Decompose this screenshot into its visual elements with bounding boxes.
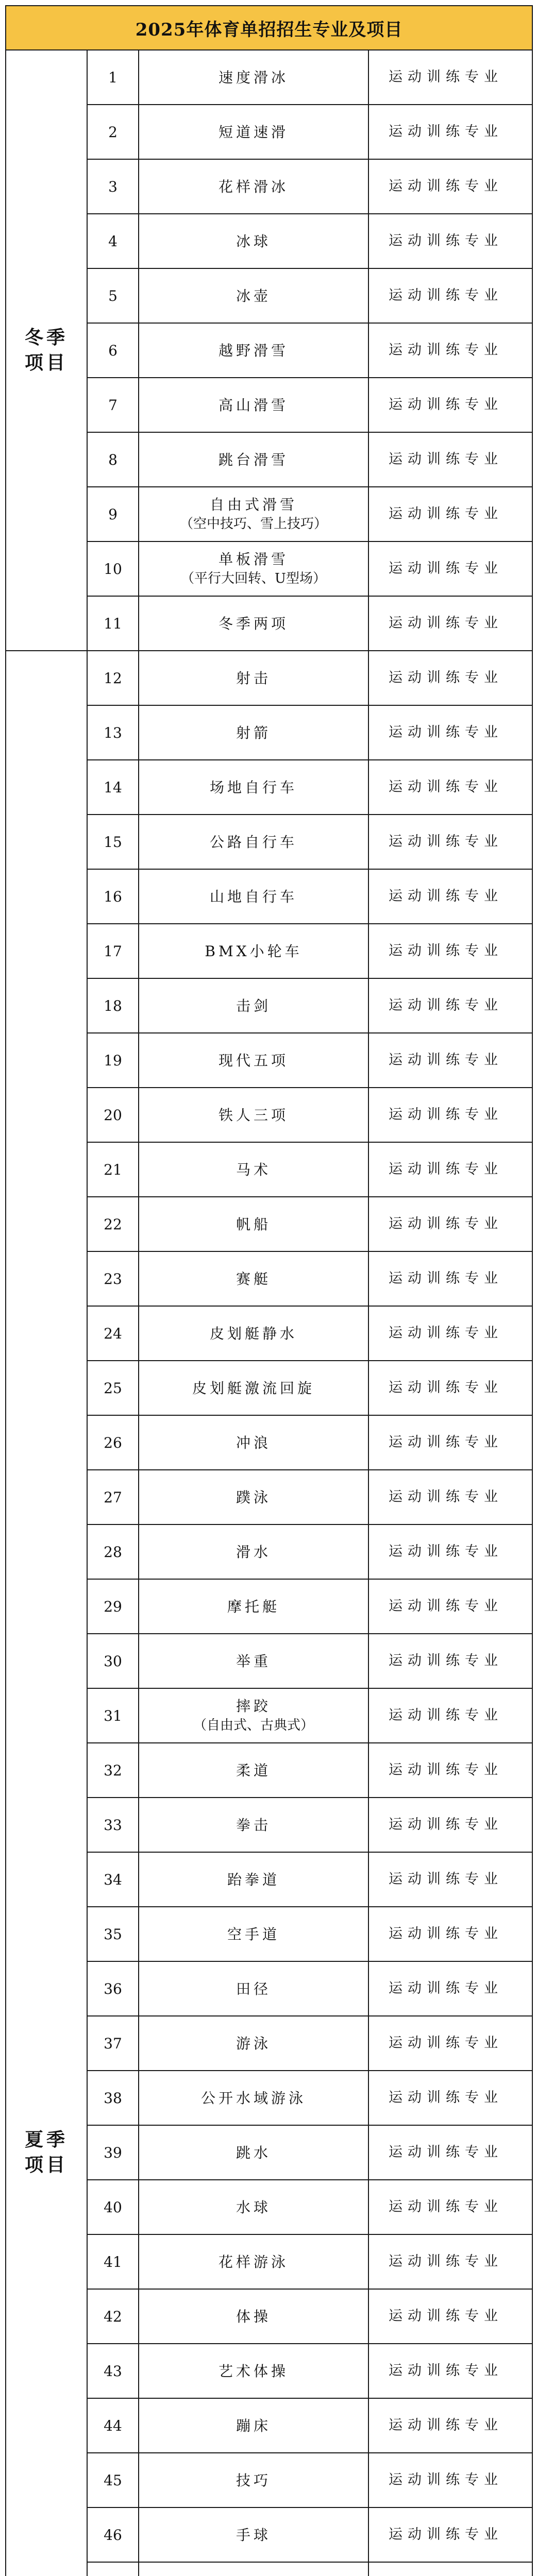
sport-cell (139, 2180, 368, 2234)
category-label: 冬季项目 (24, 327, 68, 374)
major-name: 运动训练专业 (389, 1871, 503, 1888)
sport-name: 拳击 (236, 1816, 271, 1834)
row-number: 25 (87, 1361, 139, 1415)
major-name: 运动训练专业 (389, 943, 503, 959)
sport-cell (139, 2125, 368, 2180)
major-name: 运动训练专业 (389, 670, 503, 686)
sport-cell (139, 2453, 368, 2507)
row-number: 13 (87, 705, 139, 760)
major-cell (368, 2344, 532, 2398)
sport-name: 举重 (236, 1652, 271, 1670)
sport-cell (139, 2071, 368, 2125)
row-number: 28 (87, 1524, 139, 1579)
sport-name: 花样游泳 (218, 2253, 289, 2270)
major-name: 运动训练专业 (389, 178, 503, 195)
sport-cell (139, 596, 368, 651)
title-row (6, 6, 532, 50)
major-cell (368, 2507, 532, 2562)
major-cell (368, 2562, 532, 2576)
major-cell (368, 760, 532, 815)
row-number: 1 (87, 50, 139, 105)
sport-name: 马术 (236, 1161, 271, 1178)
sport-cell (139, 651, 368, 705)
major-name: 运动训练专业 (389, 1653, 503, 1669)
sport-cell (139, 2344, 368, 2398)
sport-name: 公路自行车 (209, 833, 297, 851)
row-number: 35 (87, 1907, 139, 1961)
major-cell (368, 1361, 532, 1415)
major-name: 运动训练专业 (389, 2417, 503, 2434)
major-cell (368, 2289, 532, 2344)
major-name: 运动训练专业 (389, 2144, 503, 2161)
table-row (6, 50, 532, 105)
major-cell (368, 2125, 532, 2180)
major-name: 运动训练专业 (389, 1270, 503, 1287)
row-number: 20 (87, 1088, 139, 1142)
sport-cell (139, 1361, 368, 1415)
major-cell (368, 1088, 532, 1142)
major-cell (368, 1251, 532, 1306)
sport-name: 冲浪 (236, 1434, 271, 1451)
table-title: 2025年体育单招招生专业及项目 (6, 6, 532, 50)
row-number: 18 (87, 978, 139, 1033)
major-cell (368, 1415, 532, 1470)
sport-detail: （空中技巧、雪上技巧） (179, 516, 327, 532)
row-number: 46 (87, 2507, 139, 2562)
sports-table (5, 5, 533, 2576)
row-number: 44 (87, 2398, 139, 2453)
row-number: 2 (87, 105, 139, 159)
major-name: 运动训练专业 (389, 2035, 503, 2052)
major-name: 运动训练专业 (389, 233, 503, 249)
row-number: 9 (87, 487, 139, 541)
sport-cell (139, 924, 368, 978)
sport-cell (139, 2234, 368, 2289)
sport-cell (139, 1088, 368, 1142)
sport-name: 田径 (236, 1980, 271, 1997)
row-number: 40 (87, 2180, 139, 2234)
major-name: 运动训练专业 (389, 1052, 503, 1069)
row-number: 8 (87, 432, 139, 487)
major-name: 运动训练专业 (389, 1380, 503, 1396)
sport-name: 冬季两项 (218, 615, 289, 632)
sport-name: 自由式滑雪 (209, 496, 297, 514)
major-cell (368, 1033, 532, 1088)
sport-detail: （自由式、古典式） (193, 1718, 314, 1734)
major-cell (368, 1306, 532, 1361)
major-name: 运动训练专业 (389, 342, 503, 359)
sport-cell (139, 1033, 368, 1088)
major-name: 运动训练专业 (389, 1325, 503, 1342)
sport-name: 越野滑雪 (218, 342, 289, 359)
major-name: 运动训练专业 (389, 2472, 503, 2488)
sport-name: 跳水 (236, 2144, 271, 2161)
row-number: 32 (87, 1743, 139, 1798)
sport-cell (139, 869, 368, 924)
sport-name: 赛艇 (236, 1270, 271, 1287)
sport-cell (139, 105, 368, 159)
row-number: 30 (87, 1634, 139, 1688)
row-number: 34 (87, 1852, 139, 1907)
major-cell (368, 268, 532, 323)
sport-cell (139, 159, 368, 214)
major-cell (368, 651, 532, 705)
sport-name: 花样滑冰 (218, 178, 289, 195)
category-cell-summer (6, 651, 87, 2576)
major-cell (368, 323, 532, 378)
row-number: 29 (87, 1579, 139, 1634)
major-name: 运动训练专业 (389, 69, 503, 86)
major-cell (368, 2016, 532, 2071)
sport-cell (139, 1852, 368, 1907)
major-name: 运动训练专业 (389, 724, 503, 741)
major-name: 运动训练专业 (389, 1544, 503, 1560)
major-name: 运动训练专业 (389, 1926, 503, 1942)
row-number: 33 (87, 1798, 139, 1852)
row-number: 37 (87, 2016, 139, 2071)
major-cell (368, 1634, 532, 1688)
sport-cell (139, 1142, 368, 1197)
sport-cell (139, 1197, 368, 1251)
major-name: 运动训练专业 (389, 1107, 503, 1123)
sport-detail: （平行大回转、U型场） (181, 571, 326, 587)
major-cell (368, 924, 532, 978)
sport-name: 游泳 (236, 2035, 271, 2052)
major-cell (368, 1907, 532, 1961)
row-number: 27 (87, 1470, 139, 1524)
row-number: 41 (87, 2234, 139, 2289)
major-cell (368, 378, 532, 432)
major-name: 运动训练专业 (389, 124, 503, 140)
major-name: 运动训练专业 (389, 615, 503, 632)
major-name: 运动训练专业 (389, 2253, 503, 2270)
sport-name: 射击 (236, 669, 271, 687)
sport-name: 跳台滑雪 (218, 451, 289, 468)
sport-cell (139, 1688, 368, 1743)
sport-name: 柔道 (236, 1761, 271, 1779)
sport-name: 跆拳道 (227, 1871, 280, 1888)
major-cell (368, 869, 532, 924)
sport-name: 帆船 (236, 1215, 271, 1233)
major-cell (368, 1743, 532, 1798)
row-number: 19 (87, 1033, 139, 1088)
sport-name: 蹦床 (236, 2417, 271, 2434)
major-name: 运动训练专业 (389, 1598, 503, 1615)
row-number: 31 (87, 1688, 139, 1743)
major-name: 运动训练专业 (389, 1489, 503, 1505)
sport-cell (139, 487, 368, 541)
major-name: 运动训练专业 (389, 397, 503, 413)
sport-cell (139, 2016, 368, 2071)
row-number: 43 (87, 2344, 139, 2398)
major-name: 运动训练专业 (389, 2199, 503, 2215)
sport-cell (139, 815, 368, 869)
major-name: 运动训练专业 (389, 997, 503, 1014)
sport-cell (139, 705, 368, 760)
major-name: 运动训练专业 (389, 1707, 503, 1724)
major-name: 运动训练专业 (389, 506, 503, 522)
sport-name: 皮划艇静水 (209, 1325, 297, 1342)
row-number: 6 (87, 323, 139, 378)
sport-cell (139, 1524, 368, 1579)
row-number: 36 (87, 1961, 139, 2016)
major-name: 运动训练专业 (389, 779, 503, 795)
row-number: 26 (87, 1415, 139, 1470)
sport-name: 蹼泳 (236, 1488, 271, 1506)
major-cell (368, 2453, 532, 2507)
sport-name: BMX小轮车 (205, 942, 303, 960)
major-cell (368, 1197, 532, 1251)
sport-name: 水球 (236, 2198, 271, 2216)
sport-name: 高山滑雪 (218, 396, 289, 414)
sport-name: 艺术体操 (218, 2362, 289, 2380)
sport-name: 现代五项 (218, 1052, 289, 1069)
row-number: 11 (87, 596, 139, 651)
sport-cell (139, 1306, 368, 1361)
major-name: 运动训练专业 (389, 561, 503, 577)
sport-cell (139, 1961, 368, 2016)
major-name: 运动训练专业 (389, 1817, 503, 1833)
row-number: 4 (87, 214, 139, 268)
row-number: 16 (87, 869, 139, 924)
major-name: 运动训练专业 (389, 2527, 503, 2543)
sport-name: 空手道 (227, 1925, 280, 1943)
row-number: 21 (87, 1142, 139, 1197)
row-number: 38 (87, 2071, 139, 2125)
sport-cell (139, 378, 368, 432)
major-cell (368, 1961, 532, 2016)
sport-cell (139, 541, 368, 596)
sport-name: 铁人三项 (218, 1106, 289, 1124)
major-cell (368, 2071, 532, 2125)
sport-cell (139, 1634, 368, 1688)
row-number: 23 (87, 1251, 139, 1306)
major-cell (368, 159, 532, 214)
major-cell (368, 596, 532, 651)
sport-name: 公开水域游泳 (200, 2089, 306, 2107)
sport-name: 击剑 (236, 997, 271, 1014)
sport-cell (139, 2562, 368, 2576)
sport-cell (139, 1798, 368, 1852)
sport-cell (139, 432, 368, 487)
row-number: 39 (87, 2125, 139, 2180)
row-number: 24 (87, 1306, 139, 1361)
sport-name: 手球 (236, 2526, 271, 2544)
sport-name: 技巧 (236, 2471, 271, 2489)
row-number: 14 (87, 760, 139, 815)
major-name: 运动训练专业 (389, 1434, 503, 1451)
sport-cell (139, 1251, 368, 1306)
sport-cell (139, 323, 368, 378)
major-cell (368, 1798, 532, 1852)
row-number: 15 (87, 815, 139, 869)
row-number: 7 (87, 378, 139, 432)
major-cell (368, 214, 532, 268)
major-cell (368, 50, 532, 105)
major-name: 运动训练专业 (389, 1161, 503, 1178)
row-number: 42 (87, 2289, 139, 2344)
sport-cell (139, 2507, 368, 2562)
sport-name: 单板滑雪 (218, 551, 289, 568)
major-cell (368, 1688, 532, 1743)
major-cell (368, 815, 532, 869)
major-cell (368, 541, 532, 596)
major-cell (368, 705, 532, 760)
sport-cell (139, 50, 368, 105)
row-number: 22 (87, 1197, 139, 1251)
table-row (6, 651, 532, 705)
major-cell (368, 978, 532, 1033)
major-name: 运动训练专业 (389, 287, 503, 304)
sport-cell (139, 214, 368, 268)
sport-name: 速度滑冰 (218, 69, 289, 86)
major-cell (368, 2398, 532, 2453)
major-cell (368, 2180, 532, 2234)
sport-cell (139, 1415, 368, 1470)
sport-name: 冰壶 (236, 287, 271, 304)
major-name: 运动训练专业 (389, 2363, 503, 2379)
major-cell (368, 1524, 532, 1579)
major-cell (368, 1579, 532, 1634)
table-container (5, 5, 532, 2576)
sport-cell (139, 1907, 368, 1961)
sport-cell (139, 1470, 368, 1524)
sport-cell (139, 978, 368, 1033)
major-cell (368, 1852, 532, 1907)
sport-cell (139, 1743, 368, 1798)
sport-cell (139, 760, 368, 815)
major-name: 运动训练专业 (389, 1980, 503, 1997)
row-number: 5 (87, 268, 139, 323)
sport-name: 场地自行车 (209, 778, 297, 796)
major-cell (368, 432, 532, 487)
row-number: 45 (87, 2453, 139, 2507)
sport-name: 皮划艇激流回旋 (192, 1379, 315, 1397)
sport-name: 冰球 (236, 232, 271, 250)
major-cell (368, 1470, 532, 1524)
sport-cell (139, 2289, 368, 2344)
sport-cell (139, 2398, 368, 2453)
major-name: 运动训练专业 (389, 834, 503, 850)
major-cell (368, 1142, 532, 1197)
row-number (87, 2562, 139, 2576)
major-name: 运动训练专业 (389, 1762, 503, 1778)
major-name: 运动训练专业 (389, 2090, 503, 2106)
row-number: 17 (87, 924, 139, 978)
major-cell (368, 105, 532, 159)
sport-name: 摩托艇 (227, 1598, 280, 1615)
category-cell-winter (6, 50, 87, 651)
major-name: 运动训练专业 (389, 451, 503, 468)
category-label: 夏季项目 (24, 2129, 68, 2176)
row-number: 10 (87, 541, 139, 596)
row-number: 12 (87, 651, 139, 705)
major-name: 运动训练专业 (389, 888, 503, 905)
sport-cell (139, 268, 368, 323)
sport-name: 山地自行车 (209, 888, 297, 905)
sport-name: 摔跤 (236, 1698, 271, 1715)
sport-name: 射箭 (236, 724, 271, 741)
sport-name: 滑水 (236, 1543, 271, 1561)
sport-name: 体操 (236, 2308, 271, 2325)
major-name: 运动训练专业 (389, 2308, 503, 2325)
sport-cell (139, 1579, 368, 1634)
sport-name: 短道速滑 (218, 123, 289, 141)
major-name: 运动训练专业 (389, 1216, 503, 1232)
major-cell (368, 487, 532, 541)
row-number: 3 (87, 159, 139, 214)
major-cell (368, 2234, 532, 2289)
